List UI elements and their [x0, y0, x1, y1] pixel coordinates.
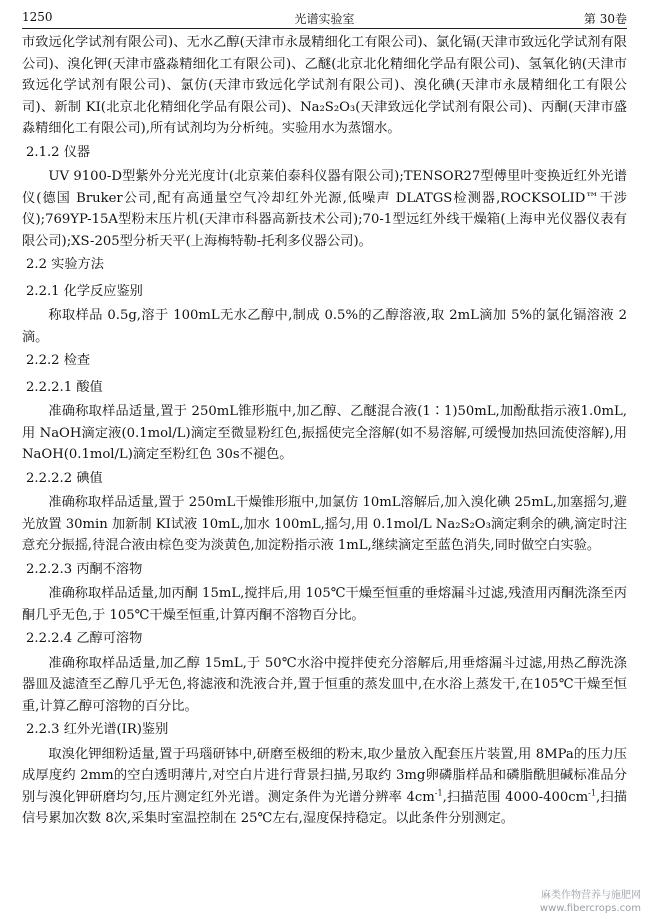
section-heading-2-2-2-3: 2.2.2.3 丙酮不溶物 [26, 561, 143, 577]
identification-paragraph: 称取样品 0.5g,溶于 100mL无水乙醇中,制成 0.5%的乙醇溶液,取 2mL滴加 5%的氯化镉溶液 2滴。 [22, 308, 627, 345]
watermark-site-name: 麻类作物营养与施肥网 [541, 890, 641, 901]
section-heading-2-1-2: 2.1.2 仪器 [26, 144, 91, 160]
iodine-value-paragraph: 准确称取样品适量,置于 250mL干燥锥形瓶中,加氯仿 10mL溶解后,加入溴化碘 25mL,加塞摇匀,避光放置 30min 加新制 KI试液 10mL,加水 100mL,摇匀,用 0.1mol/L Na₂S₂O₃滴定剩余的碘,滴定时注意充分振摇,待混合液由棕色变为淡黄色,加淀粉指示液 1mL,继续滴定至蓝色消失,同时做空白实验。 [22, 495, 627, 553]
section-heading-2-2-2-4: 2.2.2.4 乙醇可溶物 [26, 631, 143, 646]
watermark-url: www.fibercrops.com [539, 903, 641, 914]
volume-label: 第 30卷 [583, 12, 627, 26]
page-number: 1250 [22, 10, 53, 24]
article-body [22, 32, 627, 830]
section-heading-2-2-2-2: 2.2.2.2 碘值 [26, 470, 103, 486]
section-heading-2-2-2-1: 2.2.2.1 酸值 [26, 379, 103, 395]
section-heading-2-2-2: 2.2.2 检查 [26, 353, 91, 368]
acid-value-paragraph: 准确称取样品适量,置于 250mL锥形瓶中,加乙醇、乙醚混合液(1∶1)50mL,加酚酞指示液1.0mL,用 NaOH滴定液(0.1mol/L)滴定至微显粉红色,振摇使完全溶解(如不易溶解,可缓慢加热回流使溶解),用 NaOH(0.1mol/L)滴定至粉红色 30s不褪色。 [22, 404, 627, 462]
ir-method-paragraph [22, 744, 627, 830]
section-heading-2-2-3: 2.2.3 红外光谱(IR)鉴别 [26, 722, 169, 737]
watermark [540, 889, 641, 915]
section-heading-2-2: 2.2 实验方法 [26, 257, 104, 272]
ethanol-soluble-paragraph: 准确称取样品适量,加乙醇 15mL,于 50℃水浴中搅拌使充分溶解后,用垂熔漏斗过滤,用热乙醇洗涤器皿及滤渣至乙醇几乎无色,将滤液和洗液合并,置于恒重的蒸发皿中,在水浴上蒸发干,在105℃干燥至恒重,计算乙醇可溶物的百分比。 [22, 655, 627, 714]
instruments-paragraph: UV 9100-D型紫外分光光度计(北京莱伯泰科仪器有限公司);TENSOR27型傅里叶变换近红外光谱仪(德国 Bruker公司,配有高通量空气冷却红外光源,低噪声 DLATGS检测器,ROCKSOLID™干涉仪);769YP-15A型粉末压片机(天津市科器高新技术公司);70-1型远红外线干燥箱(上海申光仪器仪表有限公司);XS-205型分析天平(上海梅特勒-托利多仪器公司)。 [22, 169, 627, 249]
ir-text-part-3: ,扫描信号累加次数 8次,采集时室温控制在 25℃左右,湿度保持稳定。以此条件分别测定。 [22, 789, 627, 826]
journal-title: 光谱实验室 [294, 12, 355, 26]
section-heading-2-2-1: 2.2.1 化学反应鉴别 [26, 283, 143, 299]
ir-text-part-1: 取溴化钾细粉适量,置于玛瑙研钵中,研磨至极细的粉末,取少量放入配套压片装置,用 8MPa的压力压成厚度约 2mm的空白透明薄片,对空白片进行背景扫描,另取约 3mg卵磷脂样品和磷脂酰胆碱标准品分别与溴化钾研磨均匀,压片测定红外光谱。测定条件为光谱分辨率 4cm [22, 746, 627, 805]
ir-text-part-2: ,扫描范围 4000-400cm [442, 789, 589, 805]
reagents-paragraph: 市致远化学试剂有限公司)、无水乙醇(天津市永晟精细化工有限公司)、氯化镉(天津市致远化学试剂有限公司)、溴化钾(天津市盛淼精细化工有限公司)、乙醚(北京北化精细化学品有限公司)、氢氧化钠(天津市致远化学试剂有限公司)、氯仿(天津市致远化学试剂有限公司)、溴化碘(天津市永晟精细化工有限公司)、新制 KI(北京北化精细化学品有限公司)、Na₂S₂O₃(天津致远化学试剂有限公司)、丙酮(天津市盛淼精细化工有限公司),所有试剂均为分析纯。实验用水为蒸馏水。 [22, 35, 627, 136]
header-rule [22, 28, 627, 29]
running-header [22, 10, 627, 26]
superscript-2: -1 [588, 788, 596, 798]
acetone-insoluble-paragraph: 准确称取样品适量,加丙酮 15mL,搅拌后,用 105℃干燥至恒重的垂熔漏斗过滤,残渣用丙酮洗涤至丙酮几乎无色,于 105℃干燥至恒重,计算丙酮不溶物百分比。 [22, 586, 627, 623]
superscript-1: -1 [434, 788, 443, 798]
